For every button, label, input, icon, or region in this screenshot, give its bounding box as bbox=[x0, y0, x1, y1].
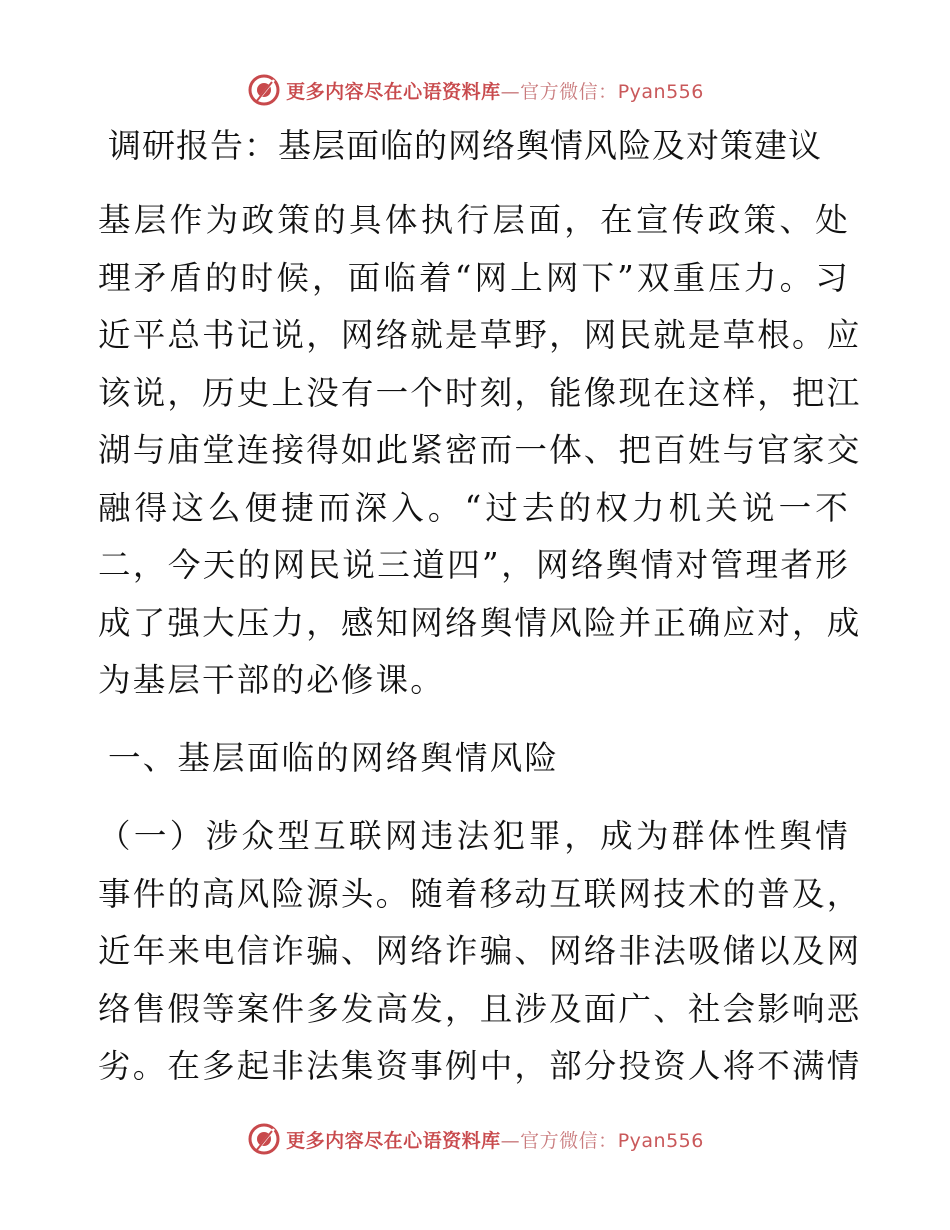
text-line: 络售假等案件多发高发，且涉及面广、社会影响恶 bbox=[98, 989, 862, 1028]
footer-banner bbox=[0, 1119, 950, 1159]
text-line: 事件的高风险源头。随着移动互联网技术的普及， bbox=[98, 874, 862, 913]
text-line: 成了强大压力，感知网络舆情风险并正确应对，成 bbox=[98, 603, 862, 642]
text-line: 近平总书记说，网络就是草野，网民就是草根。应 bbox=[98, 316, 862, 354]
text-line: 二，今天的网民说三道四”，网络舆情对管理者形 bbox=[98, 546, 850, 584]
banner-wechat-label: —官方微信： bbox=[500, 80, 618, 103]
banner-text bbox=[286, 77, 704, 104]
text-line: 融得这么便捷而深入。“过去的权力机关说一不 bbox=[98, 488, 850, 527]
text-line: 该说，历史上没有一个时刻，能像现在这样，把江 bbox=[98, 373, 862, 412]
brand-logo-icon bbox=[246, 1121, 282, 1157]
text-line: 基层作为政策的具体执行层面，在宣传政策、处 bbox=[98, 201, 850, 239]
brand-logo-icon bbox=[246, 72, 282, 108]
header-banner bbox=[0, 70, 950, 110]
banner-brand: 更多内容尽在心语资料库 bbox=[286, 1129, 501, 1152]
paragraph-section1-item1 bbox=[98, 808, 862, 1096]
paragraph-intro bbox=[98, 192, 862, 710]
text-line: 湖与庙堂连接得如此紧密而一体、把百姓与官家交 bbox=[98, 431, 862, 469]
banner-handle: Pyan556 bbox=[617, 1129, 704, 1152]
document-title: 调研报告：基层面临的网络舆情风险及对策建议 bbox=[108, 126, 822, 165]
text-line: （一）涉众型互联网违法犯罪，成为群体性舆情 bbox=[98, 817, 850, 855]
text-line: 理矛盾的时候，面临着“网上网下”双重压力。习 bbox=[98, 258, 850, 297]
text-line: 为基层干部的必修课。 bbox=[98, 661, 446, 699]
text-line: 劣。在多起非法集资事例中，部分投资人将不满情 bbox=[98, 1047, 862, 1085]
banner-text bbox=[286, 1126, 704, 1153]
banner-wechat-label: —官方微信： bbox=[500, 1129, 618, 1152]
banner-brand: 更多内容尽在心语资料库 bbox=[286, 80, 501, 103]
banner-handle: Pyan556 bbox=[617, 80, 704, 103]
text-line: 近年来电信诈骗、网络诈骗、网络非法吸储以及网 bbox=[98, 932, 862, 970]
section-heading-1: 一、基层面临的网络舆情风险 bbox=[108, 739, 560, 777]
